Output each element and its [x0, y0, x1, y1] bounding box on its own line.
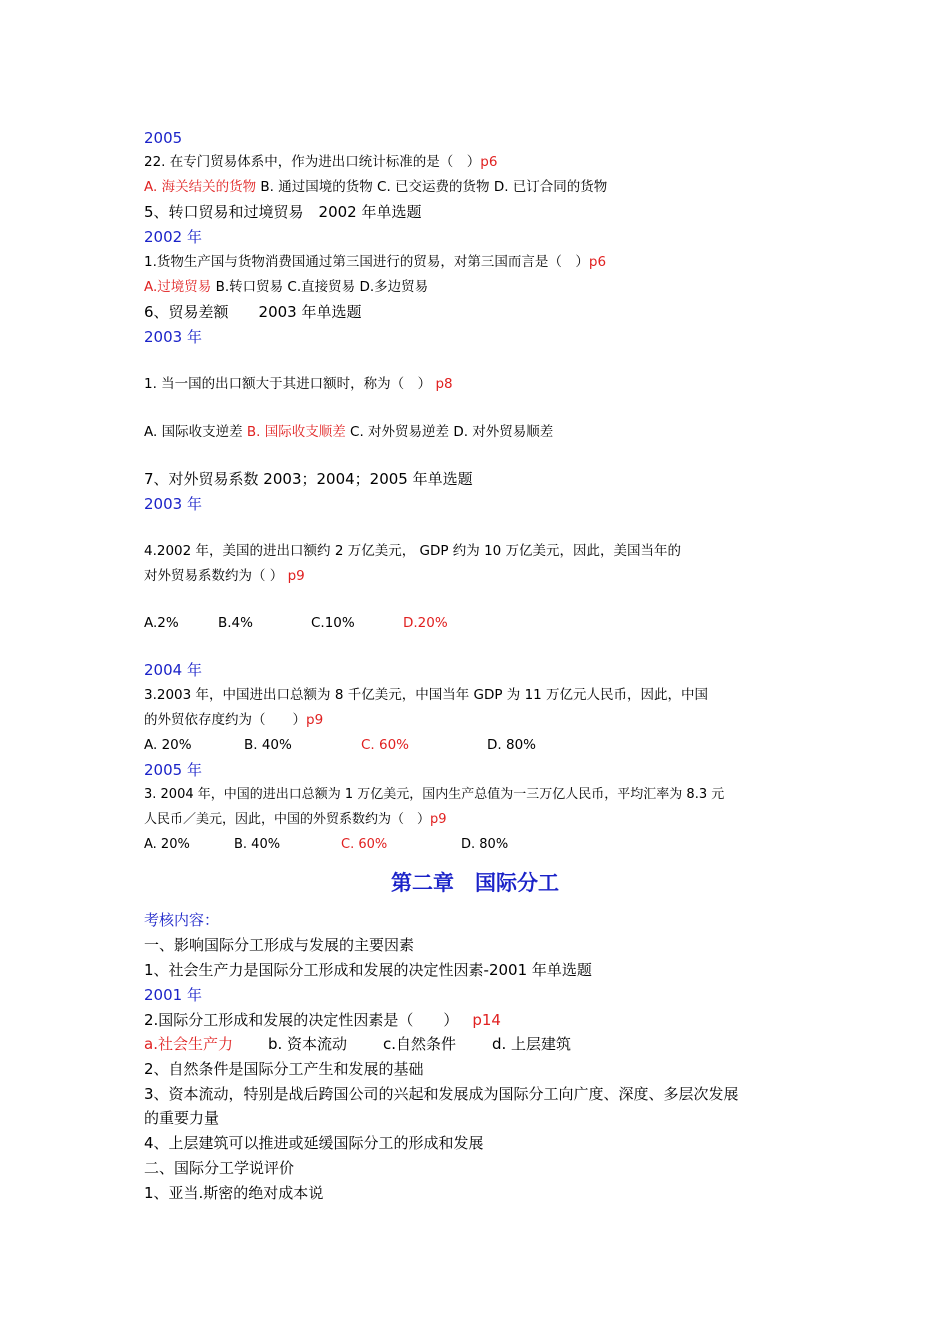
- page-ref: p9: [306, 712, 324, 728]
- page-ref: p14: [472, 1011, 501, 1029]
- section-item: 1、亚当.斯密的绝对成本说: [144, 1184, 324, 1202]
- question-line: 3. 2004 年，中国的进出口总额为 1 万亿美元，国内生产总值为一三万亿人民币，平均汇率为 8.3 元: [144, 787, 725, 802]
- answer-option: D.20%: [403, 615, 448, 631]
- question-line: [144, 564, 305, 588]
- option-b: B. 40%: [244, 737, 292, 753]
- section-item: 1、社会生产力是国际分工形成和发展的决定性因素-2001 年单选题: [144, 961, 592, 979]
- year-label: 2004 年: [144, 661, 202, 679]
- section-item: 2、自然条件是国际分工产生和发展的基础: [144, 1060, 424, 1078]
- option-b: B. 40%: [234, 837, 281, 852]
- answer-option: A. 海关结关的货物: [144, 179, 257, 195]
- section-heading: 7、对外贸易系数 2003；2004；2005 年单选题: [144, 470, 473, 488]
- options-text: C. 对外贸易逆差 D. 对外贸易顺差: [345, 424, 554, 440]
- options-text: B. 通过国境的货物 C. 已交运费的货物 D. 已订合同的货物: [256, 179, 608, 195]
- question-text: 1. 当一国的出口额大于其进口额时，称为（ ）: [144, 376, 432, 392]
- options-line: [144, 275, 428, 299]
- option-d: D. 80%: [461, 837, 509, 852]
- question-line: [144, 150, 497, 174]
- question-line: [144, 808, 447, 832]
- section-item: 3、资本流动，特别是战后跨国公司的兴起和发展成为国际分工向广度、深度、多层次发展: [144, 1085, 739, 1103]
- option-b: B.4%: [218, 615, 253, 631]
- answer-option: a.社会生产力: [144, 1035, 233, 1053]
- question-line: 4.2002 年，美国的进出口额约 2 万亿美元， GDP 约为 10 万亿美元，因此，美国当年的: [144, 543, 682, 559]
- option-c: c.自然条件: [383, 1035, 457, 1053]
- question-text: 人民币／美元，因此，中国的外贸系数约为（ ）: [144, 812, 431, 827]
- year-label: 2005: [144, 129, 183, 147]
- options-line: [144, 420, 553, 444]
- question-line: [144, 250, 606, 274]
- option-d: d. 上层建筑: [492, 1035, 572, 1053]
- option-a: A. 20%: [144, 737, 192, 753]
- question-line: [144, 372, 453, 396]
- option-a: A.2%: [144, 615, 179, 631]
- answer-option: C. 60%: [341, 837, 388, 852]
- section-heading: 一、影响国际分工形成与发展的主要因素: [144, 936, 415, 954]
- year-label: 2003 年: [144, 328, 202, 346]
- answer-option: C. 60%: [361, 737, 410, 753]
- year-label: 2003 年: [144, 495, 202, 513]
- section-heading: 二、国际分工学说评价: [144, 1159, 295, 1177]
- options-text: B.转口贸易 C.直接贸易 D.多边贸易: [211, 279, 429, 295]
- section-heading: 5、转口贸易和过境贸易 2002 年单选题: [144, 203, 422, 221]
- subheading: 考核内容：: [144, 911, 220, 929]
- section-heading: 6、贸易差额 2003 年单选题: [144, 303, 362, 321]
- option-a: A. 国际收支逆差: [144, 424, 247, 440]
- option-d: D. 80%: [487, 737, 536, 753]
- year-label: 2001 年: [144, 986, 202, 1004]
- option-b: b. 资本流动: [268, 1035, 348, 1053]
- section-item: 的重要力量: [144, 1109, 220, 1127]
- question-line: [144, 708, 323, 732]
- question-text: 对外贸易系数约为（ ）: [144, 568, 284, 584]
- chapter-title: 第二章 国际分工: [391, 871, 559, 895]
- option-c: C.10%: [311, 615, 355, 631]
- page-ref: p8: [431, 376, 453, 392]
- question-line: [144, 1008, 501, 1032]
- question-text: 22. 在专门贸易体系中，作为进出口统计标准的是（ ）: [144, 154, 481, 170]
- question-text: 2.国际分工形成和发展的决定性因素是（ ）: [144, 1011, 459, 1029]
- page-ref: p6: [588, 254, 607, 270]
- section-item: 4、上层建筑可以推进或延缓国际分工的形成和发展: [144, 1134, 484, 1152]
- answer-option: A.过境贸易: [144, 279, 212, 295]
- year-label: 2002 年: [144, 228, 202, 246]
- answer-option: B. 国际收支顺差: [246, 424, 346, 440]
- year-label: 2005 年: [144, 761, 202, 779]
- options-line: [144, 175, 607, 199]
- page-ref: p9: [283, 568, 305, 584]
- question-text: 1.货物生产国与货物消费国通过第三国进行的贸易，对第三国而言是（ ）: [144, 254, 589, 270]
- option-a: A. 20%: [144, 837, 190, 852]
- question-text: 的外贸依存度约为（ ）: [144, 712, 306, 728]
- question-line: 3.2003 年，中国进出口总额为 8 千亿美元，中国当年 GDP 为 11 万亿元人民币，因此，中国: [144, 687, 709, 703]
- page-ref: p6: [480, 154, 498, 170]
- page-ref: p9: [430, 812, 447, 827]
